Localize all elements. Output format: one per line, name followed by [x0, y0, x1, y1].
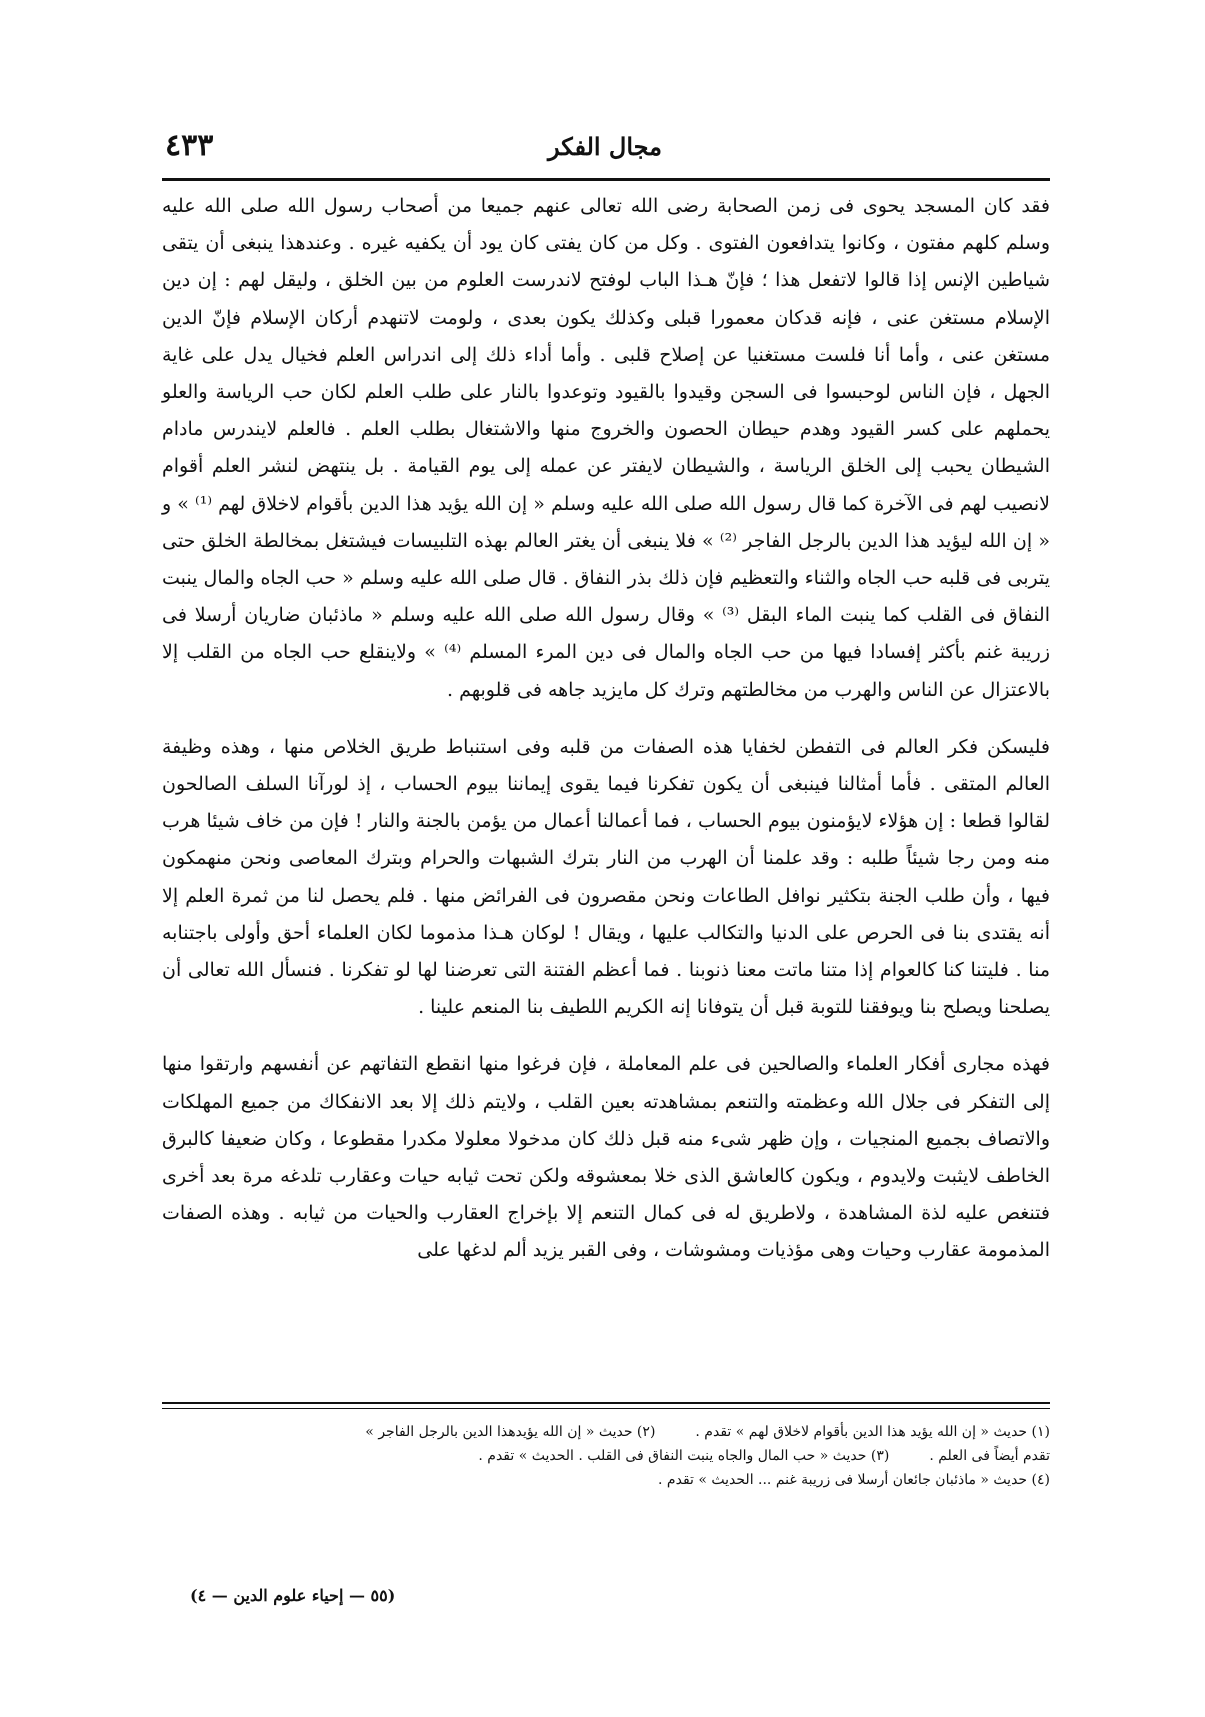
paragraph-3: فهذه مجارى أفكار العلماء والصالحين فى علم المعاملة ، فإن فرغوا منها انقطع التفاتهم عن أنفسهم وارتقوا منها إلى التفكر فى جلال الله وعظمته والتنعم بمشاهدته بعين القلب ، ولايتم ذلك إلا بعد الانفكاك من جميع المهلكات والاتصاف بجميع المنجيات ، وإن ظهر شىء منه قبل ذلك كان مدخولا معلولا مكدرا مقطوعا ، وكان ضعيفا كالبرق الخاطف لايثبت ولايدوم ، ويكون كالعاشق الذى خلا بمعشوقه ولكن تحت ثيابه حيات وعقارب تلدغه مرة بعد أخرى فتنغص عليه لذة المشاهدة ، ولاطريق له فى كمال التنعم إلا بإخراج العقارب والحيات من ثيابه . وهذه الصفات المذمومة عقارب وحيات وهى مؤذيات ومشوشات ، وفى القبر يزيد ألم لدغها على	[162, 1053, 1050, 1262]
footnote-1: (١) حديث « إن الله يؤيد هذا الدين بأقوام لاخلاق لهم » تقدم .	[695, 1424, 1050, 1440]
footnote-line-2	[162, 1444, 1050, 1468]
footnote-divider-thin	[162, 1408, 1050, 1409]
page-header	[165, 128, 1045, 172]
paragraph-2: فليسكن فكر العالم فى التفطن لخفايا هذه الصفات من قلبه وفى استنباط طريق الخلاص منها ، وهذه وظيفة العالم المتقى . فأما أمثالنا فينبغى أن يكون تفكرنا فيما يقوى إيماننا بيوم الحساب ، إذ لورآنا السلف الصالحون لقالوا قطعا : إن هؤلاء لايؤمنون بيوم الحساب ، فما أعمالنا أعمال من يؤمن بالجنة والنار ! فإن من خاف شيئا هرب منه ومن رجا شيئاً طلبه : وقد علمنا أن الهرب من النار بترك الشبهات والحرام وبترك المعاصى ونحن منهمكون فيها ، وأن طلب الجنة بتكثير نوافل الطاعات ونحن مقصرون فى الفرائض منها . فلم يحصل لنا من ثمرة العلم إلا أنه يقتدى بنا فى الحرص على الدنيا والتكالب عليها ، ويقال ! لوكان هـذا مذموما لكان العلماء أحق وأولى باجتنابه منا . فليتنا كنا كالعوام إذا متنا ماتت معنا ذنوبنا . فما أعظم الفتنة التى تعرضنا لها لو تفكرنا . فنسأل الله تعالى أن يصلحنا ويصلح بنا ويوفقنا للتوبة قبل أن يتوفانا إنه الكريم اللطيف بنا المنعم علينا .	[162, 735, 1050, 1019]
footnote-divider	[162, 1402, 1050, 1404]
footnote-3: (٣) حديث « حب المال والجاه ينبت النفاق فى القلب . الحديث » تقدم .	[478, 1448, 890, 1464]
footnote-2-continuation: تقدم أيضاً فى العلم .	[929, 1448, 1050, 1464]
running-title: مجال الفكر	[547, 132, 663, 161]
main-text	[162, 188, 1050, 1270]
page-number: ٤٣٣	[165, 128, 214, 163]
footnote-line-3	[162, 1468, 1050, 1492]
footnote-4: (٤) حديث « ماذئبان جائعان أرسلا فى زريبة غنم ... الحديث » تقدم .	[658, 1472, 1050, 1488]
footnotes	[162, 1420, 1050, 1492]
footnote-line-1	[162, 1420, 1050, 1444]
footnote-2: (٢) حديث « إن الله يؤيدهذا الدين بالرجل الفاجر »	[365, 1424, 656, 1440]
signature-mark: (٥٥ — إحياء علوم الدين — ٤)	[190, 1586, 396, 1605]
header-divider	[162, 178, 1050, 181]
paragraph-1: فقد كان المسجد يحوى فى زمن الصحابة رضى الله تعالى عنهم جميعا من أصحاب رسول الله صلى الله عليه وسلم كلهم مفتون ، وكانوا يتدافعون الفتوى . وكل من كان يفتى كان يود أن يكفيه غيره . وعندهذا ينبغى أن يتقى شياطين الإنس إذا قالوا لاتفعل هذا ؛ فإنّ هـذا الباب لوفتح لاندرست العلوم من بين الخلق ، وليقل لهم : إن دين الإسلام مستغن عنى ، فإنه قدكان معمورا قبلى وكذلك يكون بعدى ، ولومت لاتنهدم أركان الإسلام فإنّ الدين مستغن عنى ، وأما أنا فلست مستغنيا عن إصلاح قلبى . وأما أداء ذلك إلى اندراس العلم فخيال يدل على غاية الجهل ، فإن الناس لوحبسوا فى السجن وقيدوا بالقيود وتوعدوا بالنار على طلب العلم لكان حب الرياسة والعلو يحملهم على كسر القيود وهدم حيطان الحصون والخروج منها والاشتغال بطلب العلم . فالعلم لايندرس مادام الشيطان يحبب إلى الخلق الرياسة ، والشيطان لايفتر عن عمله إلى يوم القيامة . بل ينتهض لنشر العلم أقوام لانصيب لهم فى الآخرة كما قال رسول الله صلى الله عليه وسلم « إن الله يؤيد هذا الدين بأقوام لاخلاق لهم ⁽¹⁾ » و « إن الله ليؤيد هذا الدين بالرجل الفاجر ⁽²⁾ » فلا ينبغى أن يغتر العالم بهذه التلبيسات فيشتغل بمخالطة الخلق حتى يتربى فى قلبه حب الجاه والثناء والتعظيم فإن ذلك بذر النفاق . قال صلى الله عليه وسلم « حب الجاه والمال ينبت النفاق فى القلب كما ينبت الماء البقل ⁽³⁾ » وقال رسول الله صلى الله عليه وسلم « ماذئبان ضاريان أرسلا فى زريبة غنم بأكثر إفسادا فيها من حب الجاه والمال فى دين المرء المسلم ⁽⁴⁾ » ولاينقلع حب الجاه من القلب إلا بالاعتزال عن الناس والهرب من مخالطتهم وترك كل مايزيد جاهه فى قلوبهم .	[162, 195, 1051, 701]
